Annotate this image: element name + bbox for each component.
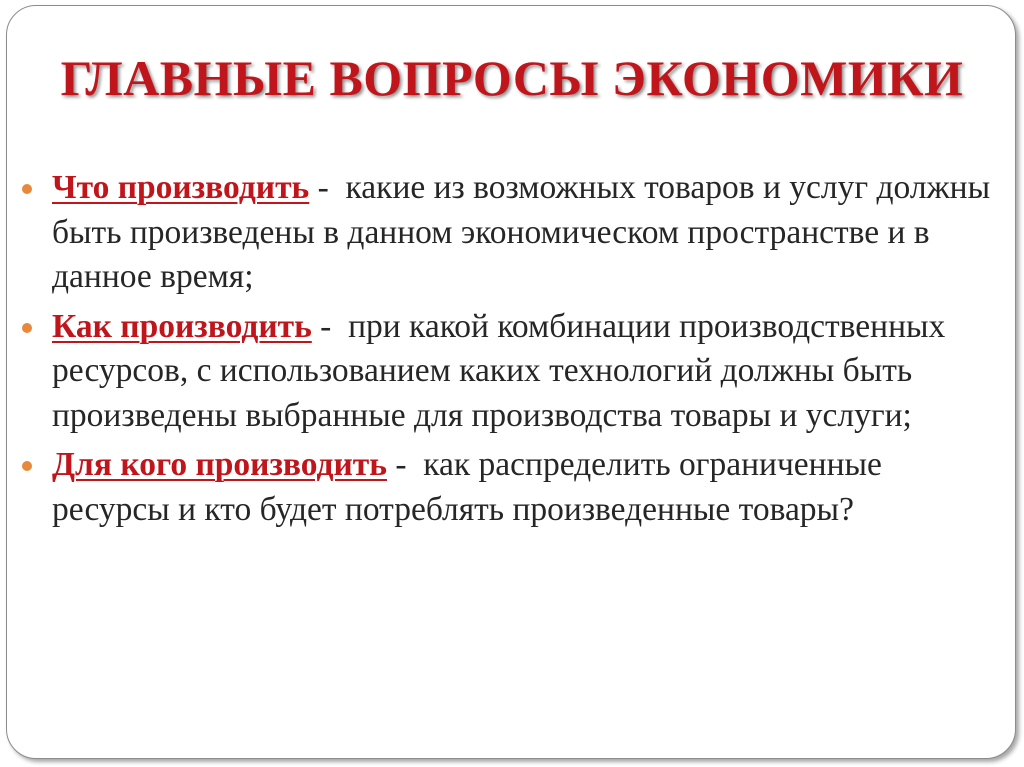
- bullet-term: Что производить: [52, 169, 310, 206]
- bullet-term: Как производить: [52, 307, 312, 345]
- bullet-separator: -: [311, 307, 349, 345]
- bullet-text: как распределить ограниченные ресурсы и кто будет потреблять произведенные товары?: [52, 446, 882, 528]
- bullet-text: какие из возможных товаров и услуг должны быть произведены в данном экономическом пространстве и в данное время;: [52, 169, 991, 295]
- bullet-dot-icon: [22, 184, 32, 194]
- bullet-text: при какой комбинации производственных ресурсов, с использованием каких технологий должны быть произведены выбранные для производства товары и услуги;: [52, 307, 946, 434]
- bullet-separator: -: [309, 169, 346, 206]
- bullet-term: Для кого производить: [52, 446, 387, 483]
- bullet-item-for-whom: [52, 443, 992, 532]
- bullet-dot-icon: [22, 323, 32, 333]
- bullet-dot-icon: [22, 461, 32, 471]
- bullet-item-what: [52, 166, 992, 300]
- bullet-item-how: [52, 305, 992, 439]
- bullet-list: [52, 166, 992, 537]
- slide-title: ГЛАВНЫЕ ВОПРОСЫ ЭКОНОМИКИ: [60, 50, 964, 106]
- bullet-separator: -: [386, 446, 424, 483]
